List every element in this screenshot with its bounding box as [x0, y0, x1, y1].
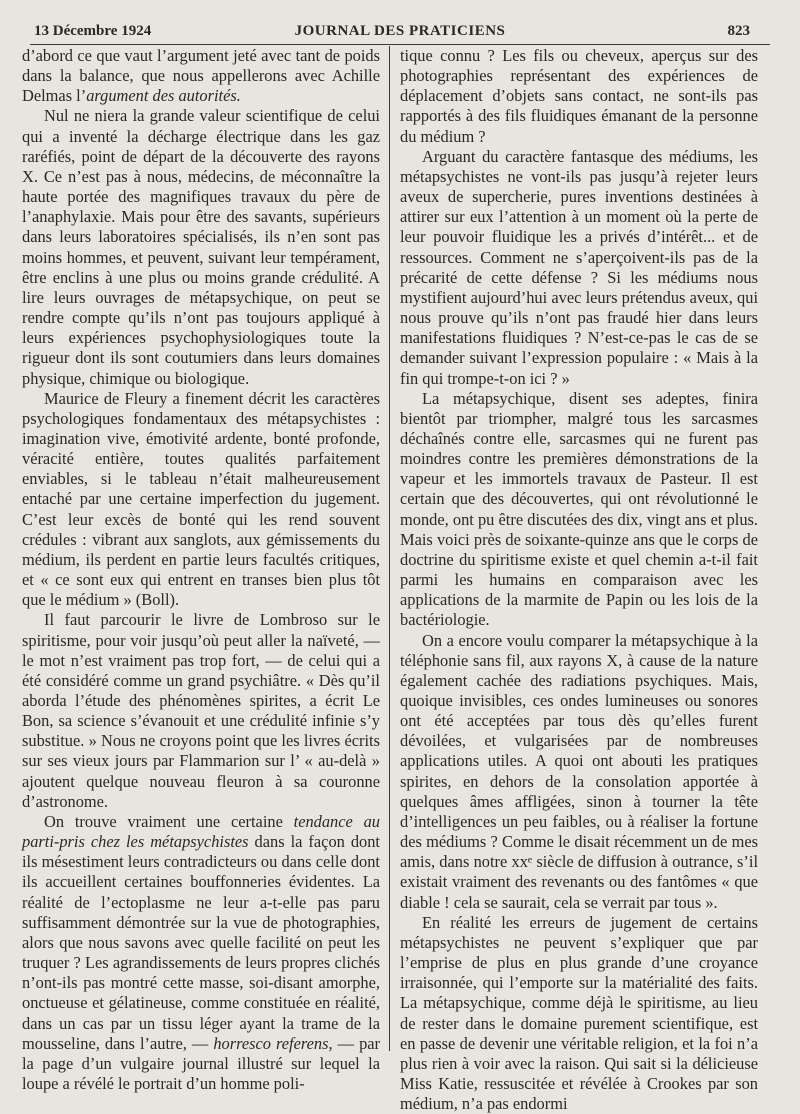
column-divider: [389, 46, 390, 1051]
right-column: [400, 46, 758, 1114]
journal-title: JOURNAL DES PRATICIENS: [294, 23, 506, 39]
paragraph: En réalité les erreurs de jugement de certains métapsychistes ne peuvent s’expliquer que par l’emprise de plus en plus grande d’une croyance irraisonnée, qui l’emporte sur la matérialité des faits. La métapsychique, comme déjà le spiritisme, au lieu de rester dans le domaine purement scientifique, est en passe de devenir une véritable religion, et la foi n’a plus rien à voir avec la raison. Qui sait si la délicieuse Miss Katie, ressuscitée et révélée à Crookes par son médium, n’a pas endormi: [400, 912, 758, 1114]
header-rule: [30, 44, 770, 45]
issue-date: 13 Décembre 1924: [34, 23, 152, 39]
paragraph: Maurice de Fleury a finement décrit les caractères psychologiques fondamentaux des métapsychistes : imagination vive, émotivité ardente, bonté profonde, véracité entière, toutes qualités parfaitement enviables, si le tableau n’était malheureusement entaché par une certaine imperfection du jugement. C’est leur excès de bonté qui les rend souvent crédules : vibrant aux sanglots, aux gémissements du médium, ils perdent en partie leurs facultés critiques, et « ce sont eux qui entrent en transes bien plus tôt que le médium » (Boll).: [22, 388, 380, 610]
paragraph: On a encore voulu comparer la métapsychique à la téléphonie sans fil, aux rayons X, à cause de la nature également cachée des radiations psychiques. Mais, quoique invisibles, ces ondes lumineuses ou sonores ont été acceptées par tous dès qu’elles furent dévoilées, et vulgarisées par de nombreuses applications utiles. A quoi ont abouti les pratiques spirites, en dehors de la consolation apportée à quelques âmes affligées, sinon à tourner la tête d’intelligences un peu faibles, ou à réaliser la fortune des médiums ? Comme le disait récemment un de mes amis, dans notre xxᵉ siècle de diffusion à outrance, s’il existait vraiment des revenants ou des fantômes « que diable ! cela se saurait, cela se verrait par tous ».: [400, 630, 758, 912]
paragraph: d’abord ce que vaut l’argument jeté avec tant de poids dans la balance, que nous appellerons avec Achille Delmas l’argument des autorités.: [22, 46, 380, 106]
page-number: 823: [727, 23, 750, 39]
paragraph: La métapsychique, disent ses adeptes, finira bientôt par triompher, malgré tous les sarcasmes déchaînés contre elle, sarcasmes qui ne furent pas moindres contre les premières démonstrations de la vapeur et les immortels travaux de Pasteur. Il est certain que des découvertes, qui ont révolutionné le monde, ont pu être discutées des dix, vingt ans et plus. Mais voici près de soixante-quinze ans que le corps de doctrine du spiritisme existe et quel chemin a-t-il fait parmi les humains en comparaison avec les applications de la marmite de Papin ou les lois de la bactériologie.: [400, 388, 758, 630]
paragraph: Nul ne niera la grande valeur scientifique de celui qui a inventé la décharge électrique dans les gaz raréfiés, point de départ de la découverte des rayons X. Ce n’est pas à nous, médecins, de méconnaître la haute portée des magnifiques travaux du père de l’anaphylaxie. Mais pour être des savants, supérieurs dans leurs laboratoires spécialisés, ils n’en sont pas moins hommes, et peuvent, suivant leur tempérament, être enclins à une plus ou moins grande crédulité. A lire leurs ouvrages de métapsychique, on peut se rendre compte qu’ils n’ont pas toujours appliqué à leurs expériences psychophysiologiques toute la rigueur dont ils sont coutumiers dans leurs domaines physique, chimique ou biologique.: [22, 106, 380, 388]
paragraph: tique connu ? Les fils ou cheveux, aperçus sur des photographies représentant des expériences de déplacement d’objets sans contact, ne sont-ils pas rapportés à des fils fluidiques émanant de la personne du médium ?: [400, 46, 758, 146]
paragraph: On trouve vraiment une certaine tendance au parti-pris chez les métapsychistes dans la façon dont ils mésestiment leurs contradicteurs ou dans celle dont ils accueillent certaines bouffonneries évidentes. La réalité de l’ectoplasme ne leur a-t-elle pas paru suffisamment démontrée sur la vue de photographies, alors que nous savons avec quelle facilité on peut les truquer ? Les agrandissements de leurs propres clichés n’ont-ils pas montré cette masse, soi-disant amorphe, onctueuse et gélatineuse, comme constituée en réalité, dans un cas par un tissu léger ayant la trame de la mousseline, dans l’autre, — horresco referens, — par la page d’un vulgaire journal illustré sur lequel la loupe a révélé le portrait d’un homme poli-: [22, 811, 381, 1093]
paragraph: Arguant du caractère fantasque des médiums, les métapsychistes ne vont-ils pas jusqu’à rejeter leurs aveux de supercherie, pures inventions destinées à attirer sur eux l’attention à un moment où la perte de leur pouvoir fluidique les a privés d’intérêt... et de ressources. Comment ne s’aperçoivent-ils pas de la précarité de cette défense ? Si les médiums nous mystifient aujourd’hui avec leurs prétendus aveux, qui nous prouve qu’ils n’ont pas fraudé hier dans leurs manifestations fluidiques ? N’est-ce-pas le cas de se demander suivant l’expression populaire : « Mais à la fin qui trompe-t-on ici ? »: [400, 146, 758, 388]
paragraph: Il faut parcourir le livre de Lombroso sur le spiritisme, pour voir jusqu’où peut aller la naïveté, — le mot n’est vraiment pas trop fort, — de celui qui a été considéré comme un grand psychiâtre. « Dès qu’il aborda l’étude des phénomènes spirites, a écrit Le Bon, sa science s’évanouit et une crédulité infinie s’y substitue. » Nous ne croyons point que les livres écrits sur ses vieux jours par Flammarion sur l’ « au-delà » ajoutent quelque nouveau fleuron à sa couronne d’astronome.: [22, 610, 380, 811]
page-header: [30, 20, 770, 46]
left-column: [22, 46, 380, 1094]
